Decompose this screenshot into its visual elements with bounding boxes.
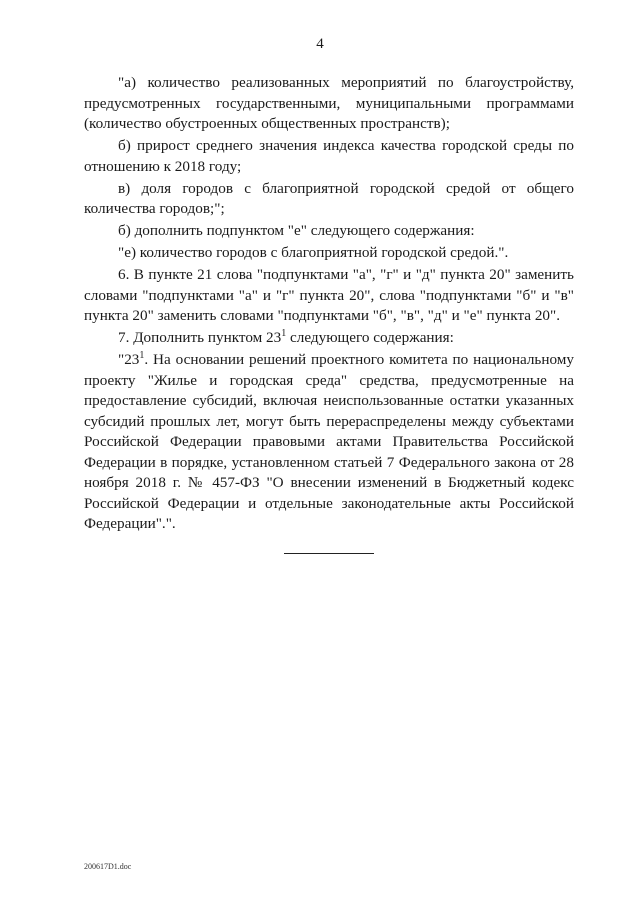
page-number: 4 xyxy=(316,36,324,52)
item7-text: 7. Дополнить пунктом 23 xyxy=(118,329,282,346)
item23-text-start: "23 xyxy=(118,351,140,368)
item7-superscript: 1 xyxy=(281,328,287,339)
item23-superscript: 1 xyxy=(139,350,145,361)
paragraph-item-6: 6. В пункте 21 слова "подпунктами "а", "г" и "д" пункта 20" заменить словами "подпунктами "а" и "г" пункта 20", слова "подпунктами "б" и "в" пункта 20" заменить словами "подпунктами "б", "в", "д" и "е" пункта 20". xyxy=(84,266,574,324)
paragraph-item-7 xyxy=(84,328,574,349)
paragraph-item-b: б) прирост среднего значения индекса качества городской среды по отношению к 2018 году; xyxy=(84,137,574,175)
item7-text-end: следующего содержания: xyxy=(286,329,454,346)
footer-file-name: 200617D1.doc xyxy=(84,862,132,871)
paragraph-item-v: в) доля городов с благоприятной городской средой от общего количества городов;"; xyxy=(84,179,574,217)
item23-text: . На основании решений проектного комитета по национальному проекту "Жилье и городская среда" средства, предусмотренные на предоставление субсидий, включая неиспользованные остатки указанных субсидий прошлых лет, могут быть перераспределены между субъектами Российской Федерации правовыми актами Правительства Российской Федерации в порядке, установленном статьей 7 Федерального закона от 28 ноября 2018 г. № 457-ФЗ "О внесении изменений в Бюджетный кодекс Российской Федерации и отдельные законодательные акты Российской Федерации".". xyxy=(84,351,574,532)
paragraph-add-subitem-e: б) дополнить подпунктом "е" следующего содержания: xyxy=(118,222,475,239)
paragraph-item-a: "а) количество реализованных мероприятий по благоустройству, предусмотренных государственными, муниципальными программами (количество обустроенных общественных пространств); xyxy=(84,74,574,132)
document-body xyxy=(84,73,574,536)
end-separator-line xyxy=(284,553,374,554)
paragraph-item-23-1 xyxy=(84,350,574,535)
paragraph-subitem-e: "е) количество городов с благоприятной городской средой.". xyxy=(118,244,509,261)
